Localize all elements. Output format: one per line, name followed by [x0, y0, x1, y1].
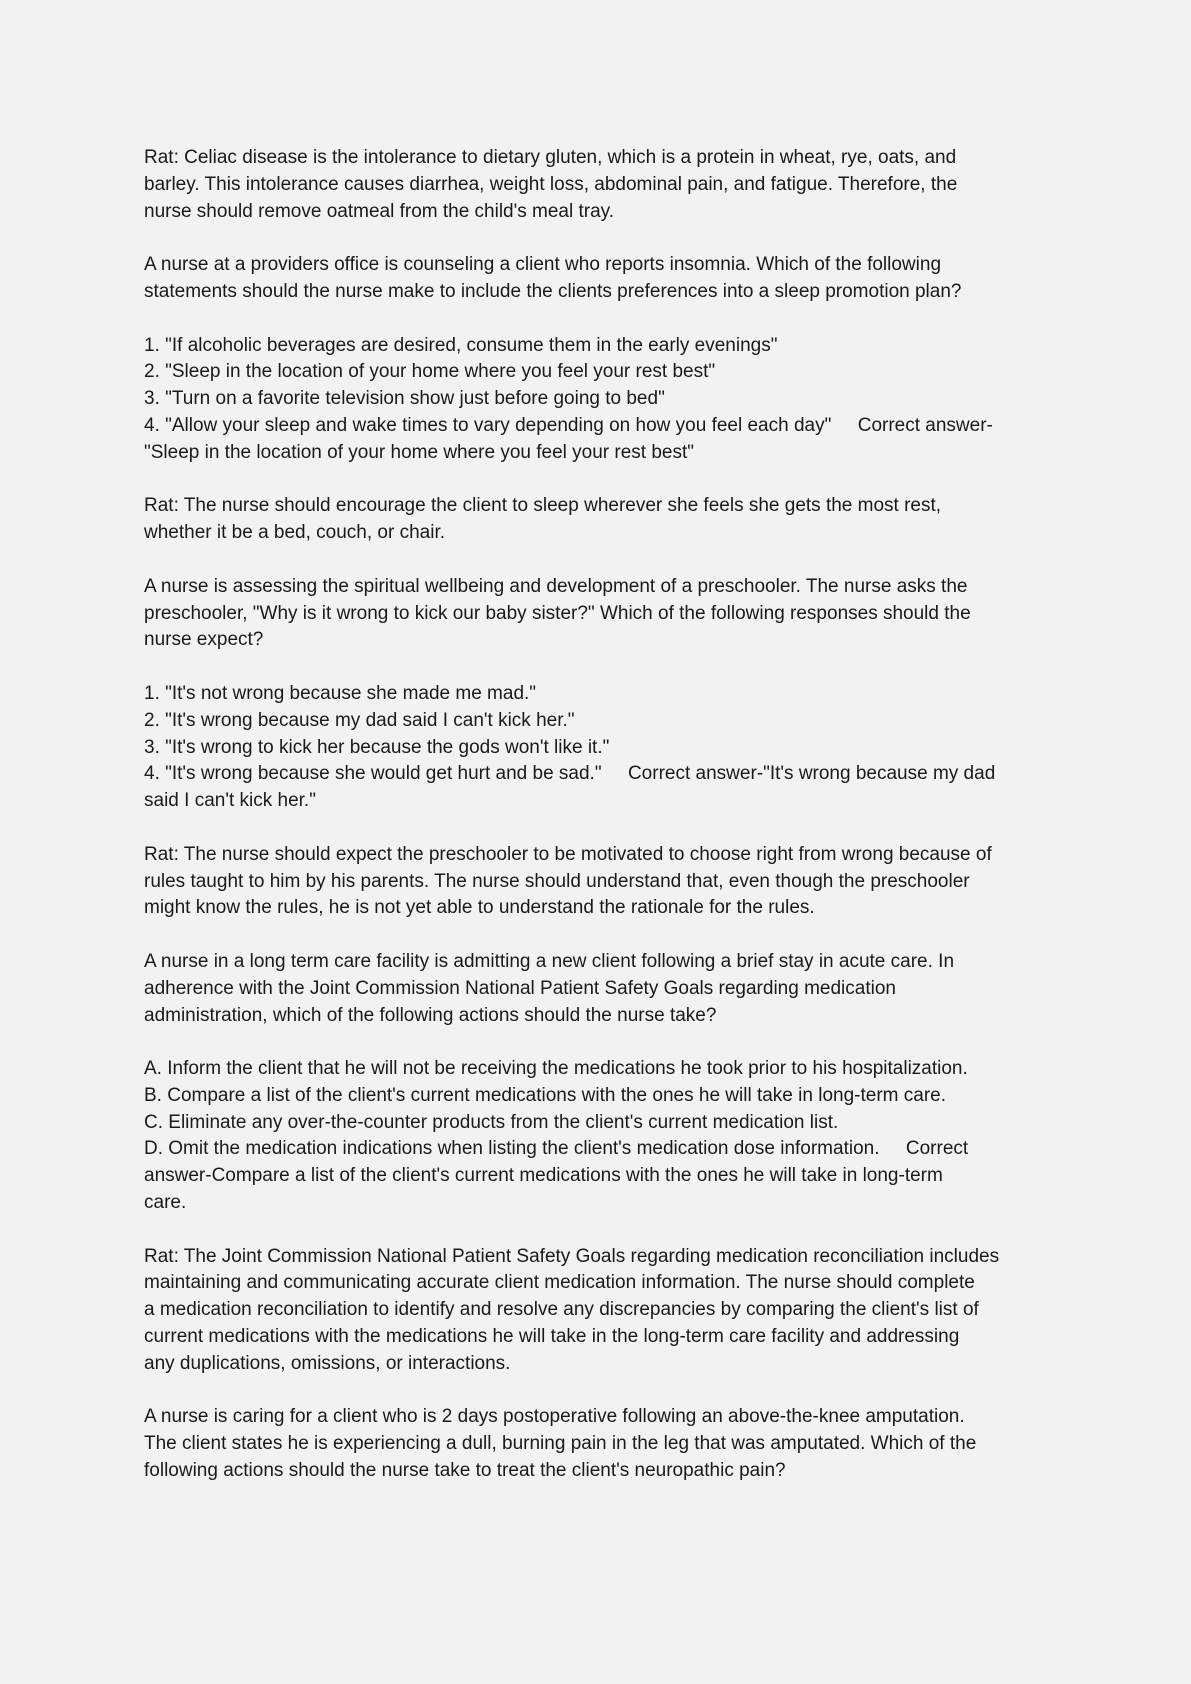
rationale-preschooler: Rat: The nurse should expect the preschooler to be motivated to choose right from wrong because of rules taught to him by his parents. The nurse should understand that, even though the preschooler might know the rules, he is not yet able to understand the rationale for the rules.: [144, 843, 992, 919]
rationale-celiac: Rat: Celiac disease is the intolerance to dietary gluten, which is a protein in wheat, rye, oats, and barley. This intolerance causes diarrhea, weight loss, abdominal pain, and fatigue. Therefore, the nurse should remove oatmeal from the child's meal tray.: [144, 147, 958, 222]
question-preschooler: A nurse is assessing the spiritual wellbeing and development of a preschooler. The nurse asks the preschooler, "Why is it wrong to kick our baby sister?" Which of the following responses should the nurse expect?: [144, 575, 971, 651]
question-medication: A nurse in a long term care facility is admitting a new client following a brief stay in acute care. In adherence with the Joint Commission National Patient Safety Goals regarding medication administration, which of the following actions should the nurse take?: [144, 950, 955, 1026]
rationale-insomnia: Rat: The nurse should encourage the client to sleep wherever she feels she gets the most rest, whether it be a bed, couch, or chair.: [144, 495, 942, 544]
question-amputation: A nurse is caring for a client who is 2 days postoperative following an above-the-knee amputation. The client states he is experiencing a dull, burning pain in the leg that was amputated. Which of the following actions should the nurse take to treat the client's neuropathic pain?: [144, 1406, 977, 1482]
rationale-medication: Rat: The Joint Commission National Patient Safety Goals regarding medication reconciliation includes maintaining and communicating accurate client medication information. The nurse should complete a medication reconciliation to identify and resolve any discrepancies by comparing the client's list of current medications with the medications he will take in the long-term care facility and addressing any duplications, omissions, or interactions.: [144, 1245, 1000, 1374]
options-preschooler: 1. "It's not wrong because she made me mad." 2. "It's wrong because my dad said I can't kick her." 3. "It's wrong to kick her because the gods won't like it." 4. "It's wrong because she would get hurt and be sad." Correct answer-"It's wrong because my dad said I can't kick her.": [144, 682, 996, 812]
options-insomnia: 1. "If alcoholic beverages are desired, consume them in the early evenings" 2. "Sleep in the location of your home where you feel your rest best" 3. "Turn on a favorite television show just before going to bed" 4. "Allow your sleep and wake times to vary depending on how you feel each day" Correct answer- "Sleep in the location of your home where you feel your rest best": [144, 334, 993, 463]
question-insomnia: A nurse at a providers office is counseling a client who reports insomnia. Which of the following statements should the nurse make to include the clients preferences into a sleep promotion plan?: [144, 254, 962, 302]
options-medication: A. Inform the client that he will not be receiving the medications he took prior to his hospitalization. B. Compare a list of the client's current medications with the ones he will take in long-term care. C. Eliminate any over-the-counter products from the client's current medication list. D. Omit the medication indications when listing the client's medication dose information. Correct answer-Compare a list of the client's current medications with the ones he will take in long-term care.: [144, 1058, 969, 1214]
